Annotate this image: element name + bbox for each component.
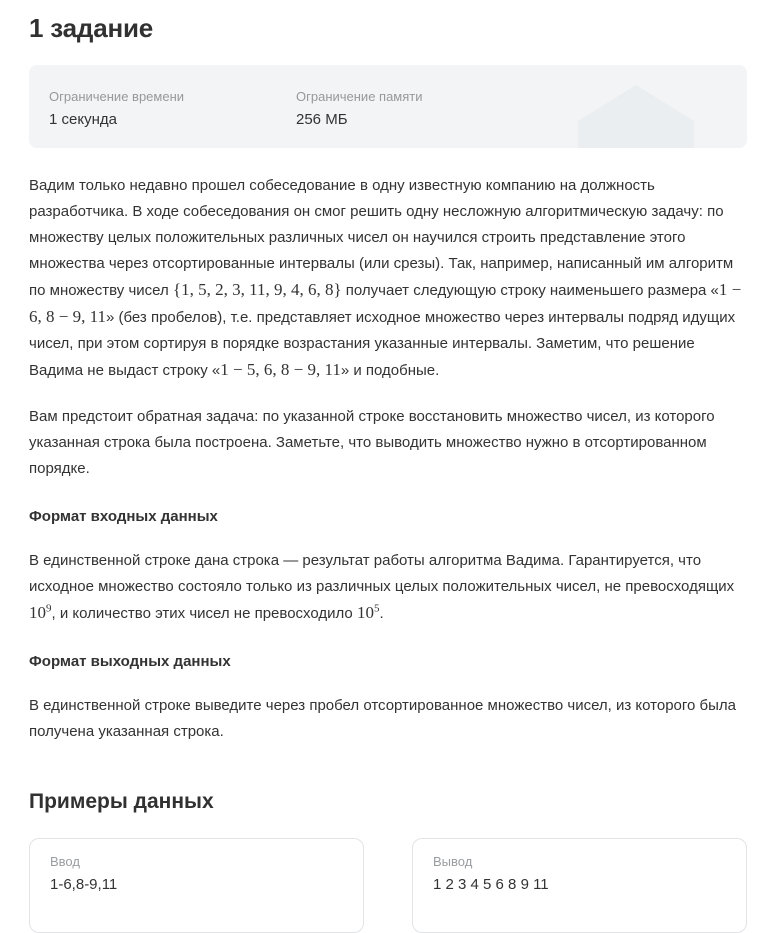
statement-paragraph [29,173,747,384]
inline-math: 1 − 5, 6, 8 − 9, 11 [220,360,341,379]
inline-math: {1, 5, 2, 3, 11, 9, 4, 6, 8} [172,280,342,299]
text-run: » и подобные. [340,362,440,379]
example-input-label: Ввод [50,854,80,869]
inline-math: $10^5$ [356,602,380,622]
text-run: В единственной строке выведите через пробел отсортированное множество чисел, из которого была получена указанная строка. [29,697,737,740]
memory-limit [296,89,423,128]
inline-math: $10^9$ [29,602,52,622]
statement-blocks [29,173,747,745]
text-run: получает следующую строку наименьшего размера « [341,282,719,299]
memory-limit-label: Ограничение памяти [296,89,423,104]
examples-heading: Примеры данных [29,790,214,813]
text-run: » (без пробелов), т.е. представляет исходное множество через интервалы подряд идущих чисел, при этом сортируя в порядке возрастания указанные интервалы. Заметим, что решение Вадима не выдаст строку « [29,309,736,379]
time-limit [49,89,296,128]
examples-row [29,838,747,933]
text-run: Вадим только недавно прошел собеседование в одну известную компанию на должность разработчика. В ходе собеседования он смог решить одну несложную алгоритмическую задачу: по множеству целых положительных различных чисел он научился строить представление этого множества через отсортированные интервалы (или срезы). Так, например, написанный им алгоритм по множеству чисел [29,177,734,299]
page-title: 1 задание [29,13,154,43]
example-output-value: 1 2 3 4 5 6 8 9 11 [433,876,549,893]
section-heading: Формат входных данных [29,508,218,525]
math-superscript: 9 [46,602,52,615]
example-output-box [412,838,747,933]
statement-paragraph [29,693,747,745]
text-run: . [379,605,384,622]
limits-panel [29,65,747,148]
math-superscript: 5 [373,602,380,615]
text-run: , и количество этих чисел не превосходило [51,605,357,622]
text-run: Вам предстоит обратная задача: по указанной строке восстановить множество чисел, из которого указанная строка была построена. Заметьте, что выводить множество нужно в отсортированном порядке. [29,408,715,477]
example-input-box [29,838,364,933]
house-arch-watermark-icon [578,85,694,148]
text-run: В единственной строке дана строка — результат работы алгоритма Вадима. Гарантируется, что исходное множество состояло только из различных целых положительных чисел, не превосходящих [29,552,735,595]
section-heading: Формат выходных данных [29,653,231,670]
statement-paragraph [29,548,747,627]
example-input-value: 1-6,8-9,11 [50,876,118,893]
memory-limit-value: 256 МБ [296,111,348,128]
example-output-label: Вывод [433,854,473,869]
time-limit-value: 1 секунда [49,111,117,128]
time-limit-label: Ограничение времени [49,89,185,104]
inline-math: 1 − 6, 8 − 9, 11 [29,280,742,326]
statement-paragraph [29,404,747,482]
